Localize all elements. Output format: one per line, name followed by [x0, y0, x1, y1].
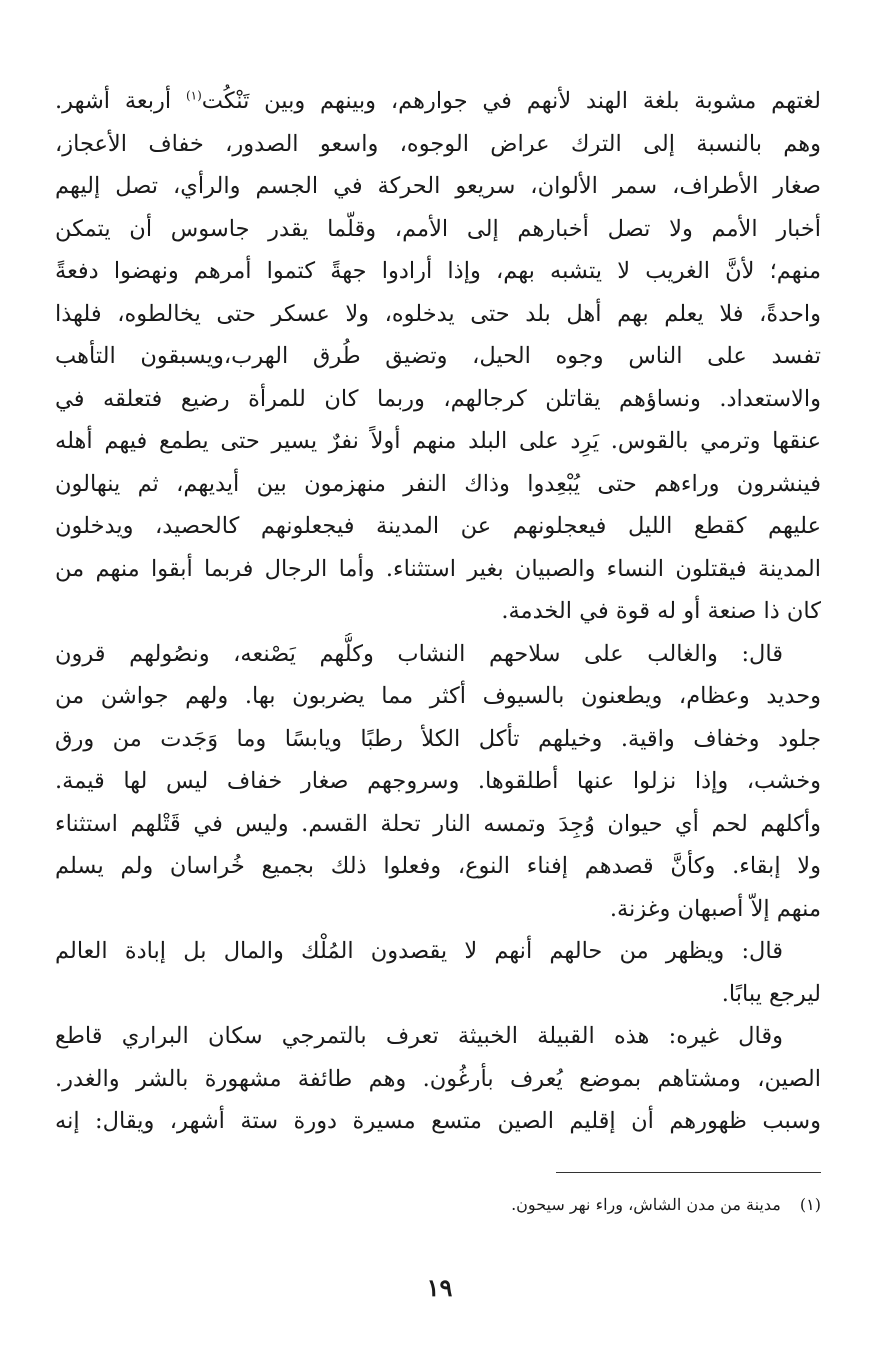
line-text-continued: أربعة أشهر.: [55, 88, 186, 114]
text-line: [55, 760, 821, 803]
text-line: [55, 505, 821, 548]
line-text: المدينة فيقتلون النساء والصبيان بغير استثناء. وأما الرجال فربما أبقوا منهم من: [55, 555, 821, 582]
text-line: [55, 80, 821, 123]
line-text: وسبب ظهورهم أن إقليم الصين متسع مسيرة دورة ستة أشهر، ويقال: إنه: [55, 1108, 821, 1134]
text-line: [55, 335, 821, 378]
text-line: [55, 590, 821, 633]
text-line: [55, 930, 821, 973]
text-line: [55, 293, 821, 336]
line-text: وأكلهم لحم أي حيوان وُجِدَ وتمسه النار تحلة القسم. وليس في قَتْلهم استثناء: [55, 810, 821, 837]
line-text: منهم إلاّ أصبهان وغزنة.: [609, 895, 821, 922]
line-text: أخبار الأمم ولا تصل أخبارهم إلى الأمم، وقلّما يقدر جاسوس أن يتمكن: [55, 215, 821, 242]
line-text: لغتهم مشوبة بلغة الهند لأنهم في جوارهم، وبينهم وبين تَنْكُت: [201, 88, 821, 114]
text-line: [55, 973, 821, 1016]
text-line: [55, 250, 821, 293]
text-line: [55, 123, 821, 166]
line-text: كان ذا صنعة أو له قوة في الخدمة.: [501, 598, 821, 624]
line-text: الصين، ومشتاهم بموضع يُعرف بأرغُون. وهم طائفة مشهورة بالشر والغدر.: [55, 1065, 821, 1092]
line-text: قال: والغالب على سلاحهم النشاب وكلُّهم يَصْنعه، ونصُولهم قرون: [55, 640, 783, 667]
footnote-divider: [556, 1172, 821, 1173]
footnote-text: مدينة من مدن الشاش، وراء نهر سيحون.: [511, 1195, 781, 1214]
text-line: [55, 208, 821, 251]
text-line: [55, 1100, 821, 1143]
main-text: [55, 80, 821, 1143]
text-line: [55, 718, 821, 761]
line-text: عليهم كقطع الليل فيعجلونهم عن المدينة فيجعلونهم كالحصيد، ويدخلون: [55, 513, 821, 539]
line-text: وقال غيره: هذه القبيلة الخبيثة تعرف بالتمرجي سكان البراري قاطع: [55, 1023, 783, 1049]
text-line: [55, 633, 821, 676]
page-number: ١٩: [426, 1273, 453, 1302]
text-line: [55, 165, 821, 208]
text-line: [55, 378, 821, 421]
line-text: وهم بالنسبة إلى الترك عراض الوجوه، واسعو الصدور، خفاف الأعجاز،: [55, 130, 821, 157]
line-text: جلود وخفاف واقية. وخيلهم تأكل الكلأ رطبًا ويابسًا وما وَجَدت من ورق: [55, 725, 821, 752]
line-text: عنقها وترمي بالقوس. يَرِد على البلد منهم أولاً نفرٌ يسير حتى يطمع فيهم أهله: [55, 428, 821, 454]
text-line: [55, 1015, 821, 1058]
footnote-number: (١): [799, 1195, 821, 1214]
line-text: واحدةً، فلا يعلم بهم أهل بلد حتى يدخلوه، ولا عسكر حتى يخالطوه، فلهذا: [55, 300, 821, 327]
text-line: [55, 803, 821, 846]
footnote: [55, 1190, 821, 1220]
text-line: [55, 675, 821, 718]
text-line: [55, 548, 821, 591]
text-line: [55, 1058, 821, 1101]
line-text: قال: ويظهر من حالهم أنهم لا يقصدون المُلْك والمال بل إبادة العالم: [55, 938, 783, 964]
line-text: والاستعداد. ونساؤهم يقاتلن كرجالهم، وربما كان للمرأة رضيع فتعلقه في: [55, 385, 821, 412]
line-text: صغار الأطراف، سمر الألوان، سريعو الحركة في الجسم والرأي، تصل إليهم: [55, 173, 821, 199]
text-line: [55, 845, 821, 888]
line-text: ولا إبقاء. وكأنَّ قصدهم إفناء النوع، وفعلوا ذلك بجميع خُراسان ولم يسلم: [55, 853, 821, 879]
line-text: فينشرون وراءهم حتى يُبْعِدوا وذاك النفر منهزمون بين أيديهم، ثم ينهالون: [55, 470, 821, 497]
line-text: وخشب، وإذا نزلوا عنها أطلقوها. وسروجهم صغار خفاف ليس لها قيمة.: [55, 768, 821, 794]
line-text: ليرجع يبابًا.: [721, 980, 821, 1007]
text-line: [55, 463, 821, 506]
line-text: وحديد وعظام، ويطعنون بالسيوف أكثر مما يضربون بها. ولهم جواشن من: [55, 683, 821, 709]
text-line: [55, 888, 821, 931]
line-text: تفسد على الناس وجوه الحيل، وتضيق طُرق الهرب،ويسبقون التأهب: [55, 343, 821, 369]
text-line: [55, 420, 821, 463]
footnote-reference: (١): [185, 88, 202, 103]
line-text: منهم؛ لأنَّ الغريب لا يتشبه بهم، وإذا أرادوا جهةً كتموا أمرهم ونهضوا دفعةً: [55, 258, 821, 284]
